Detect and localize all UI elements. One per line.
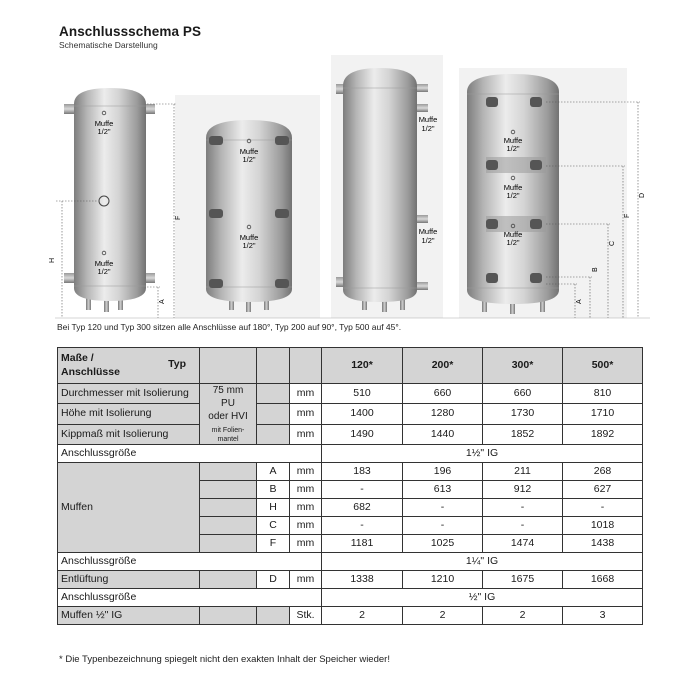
value-cell: 682 <box>322 499 403 517</box>
value-cell: 196 <box>403 463 483 481</box>
value-cell: 1490 <box>322 424 403 444</box>
unit-cell: mm <box>290 384 322 404</box>
dim-label-f: F <box>624 213 631 218</box>
code-cell: B <box>257 481 290 499</box>
unit-cell: mm <box>290 481 322 499</box>
code-cell: C <box>257 517 290 535</box>
value-cell: 912 <box>483 481 563 499</box>
value-cell: - <box>322 481 403 499</box>
value-cell: 1018 <box>563 517 643 535</box>
row-label: Durchmesser mit Isolierung <box>58 384 200 404</box>
value-cell: 1668 <box>563 571 643 589</box>
row-label: Muffen <box>58 463 200 553</box>
muffe-label: Muffe <box>503 136 523 145</box>
value-cell: 627 <box>563 481 643 499</box>
value-cell: - <box>483 499 563 517</box>
muffe-label: Muffe <box>418 227 438 236</box>
value-cell: 268 <box>563 463 643 481</box>
unit-cell: mm <box>290 463 322 481</box>
unit-cell: mm <box>290 517 322 535</box>
code-cell: A <box>257 463 290 481</box>
value-cell: 2 <box>403 607 483 625</box>
header-line1: Maße / <box>61 351 94 364</box>
unit-cell: mm <box>290 404 322 424</box>
muffe-label: Muffe <box>503 183 523 192</box>
page-title: Anschlussschema PS <box>59 24 202 39</box>
diagram-caption: Bei Typ 120 und Typ 300 sitzen alle Anschlüsse auf 180°, Typ 200 auf 90°, Typ 500 auf 45°. <box>57 322 402 332</box>
muffe-size: 1/2" <box>506 238 520 247</box>
value-cell: 1210 <box>403 571 483 589</box>
row-label: Höhe mit Isolierung <box>58 404 200 424</box>
muffe-size: 1/2" <box>506 144 520 153</box>
value-cell: 613 <box>403 481 483 499</box>
value-cell: 211 <box>483 463 563 481</box>
dim-label-f: F <box>175 215 182 220</box>
muffe-size: 1/2" <box>421 236 435 245</box>
muffe-label: Muffe <box>418 115 438 124</box>
row-label: Anschlussgröße <box>58 445 322 463</box>
value-cell: 1280 <box>403 404 483 424</box>
table-row <box>58 424 643 444</box>
muffe-label: Muffe <box>94 259 114 268</box>
value-cell: 1½" IG <box>322 445 643 463</box>
value-cell: 1400 <box>322 404 403 424</box>
value-cell: 1¼" IG <box>322 553 643 571</box>
value-cell: 660 <box>403 384 483 404</box>
value-cell: 510 <box>322 384 403 404</box>
unit-cell: mm <box>290 499 322 517</box>
table-row <box>58 384 643 404</box>
footnote: * Die Typenbezeichnung spiegelt nicht den exakten Inhalt der Speicher wieder! <box>59 654 390 665</box>
code-cell: D <box>257 571 290 589</box>
muffe-size: 1/2" <box>97 127 111 136</box>
value-cell: ½" IG <box>322 589 643 607</box>
value-cell: 2 <box>322 607 403 625</box>
spec-table <box>57 347 643 625</box>
value-cell: - <box>403 517 483 535</box>
material-note: mit Folien- mantel <box>211 427 245 443</box>
dim-label-b: B <box>592 267 599 272</box>
type-header: 500* <box>563 348 643 384</box>
table-row <box>58 445 643 463</box>
row-label: Anschlussgröße <box>58 589 322 607</box>
table-row <box>58 589 643 607</box>
dim-label-c: C <box>609 240 616 246</box>
value-cell: - <box>483 517 563 535</box>
value-cell: 660 <box>483 384 563 404</box>
value-cell: 1438 <box>563 535 643 553</box>
muffe-size: 1/2" <box>242 155 256 164</box>
row-label: Entlüftung <box>58 571 200 589</box>
dim-label-a: A <box>576 299 583 304</box>
table-row <box>58 571 643 589</box>
value-cell: 1852 <box>483 424 563 444</box>
muffe-label: Muffe <box>239 233 259 242</box>
code-cell: H <box>257 499 290 517</box>
value-cell: 810 <box>563 384 643 404</box>
value-cell: 1710 <box>563 404 643 424</box>
material-line1: 75 mm <box>212 385 244 396</box>
dim-label-d: D <box>639 192 646 198</box>
muffe-size: 1/2" <box>506 191 520 200</box>
table-row <box>58 463 643 481</box>
value-cell: 1338 <box>322 571 403 589</box>
value-cell: 1675 <box>483 571 563 589</box>
header-typ: Typ <box>168 357 186 370</box>
muffe-label: Muffe <box>239 147 259 156</box>
header-line2: Anschlüsse <box>61 365 120 378</box>
value-cell: 1440 <box>403 424 483 444</box>
value-cell: 1892 <box>563 424 643 444</box>
unit-cell: mm <box>290 571 322 589</box>
value-cell: 2 <box>483 607 563 625</box>
value-cell: - <box>563 499 643 517</box>
value-cell: 1181 <box>322 535 403 553</box>
table-row <box>58 607 643 625</box>
table-row <box>58 553 643 571</box>
dim-label-h: H <box>49 257 56 263</box>
type-header: 300* <box>483 348 563 384</box>
dim-label-a: A <box>159 299 166 304</box>
page-subtitle: Schematische Darstellung <box>59 40 158 50</box>
code-cell: F <box>257 535 290 553</box>
value-cell: 1025 <box>403 535 483 553</box>
muffe-size: 1/2" <box>97 267 111 276</box>
unit-cell: mm <box>290 424 322 444</box>
muffe-label: Muffe <box>94 119 114 128</box>
muffe-label: Muffe <box>503 230 523 239</box>
muffe-size: 1/2" <box>242 241 256 250</box>
material-line2: PU <box>221 398 235 409</box>
value-cell: - <box>403 499 483 517</box>
material-cell <box>200 384 257 445</box>
table-row <box>58 404 643 424</box>
type-header: 200* <box>403 348 483 384</box>
row-label: Anschlussgröße <box>58 553 322 571</box>
value-cell: - <box>322 517 403 535</box>
row-label: Kippmaß mit Isolierung <box>58 424 200 444</box>
material-line3: oder HVI <box>208 411 248 422</box>
value-cell: 183 <box>322 463 403 481</box>
unit-cell: Stk. <box>290 607 322 625</box>
header-label-cell <box>58 348 200 384</box>
muffe-size: 1/2" <box>421 124 435 133</box>
table-header-row <box>58 348 643 384</box>
unit-cell: mm <box>290 535 322 553</box>
value-cell: 3 <box>563 607 643 625</box>
value-cell: 1730 <box>483 404 563 424</box>
row-label: Muffen ½" IG <box>58 607 200 625</box>
type-header: 120* <box>322 348 403 384</box>
value-cell: 1474 <box>483 535 563 553</box>
tank-300 <box>336 68 428 312</box>
